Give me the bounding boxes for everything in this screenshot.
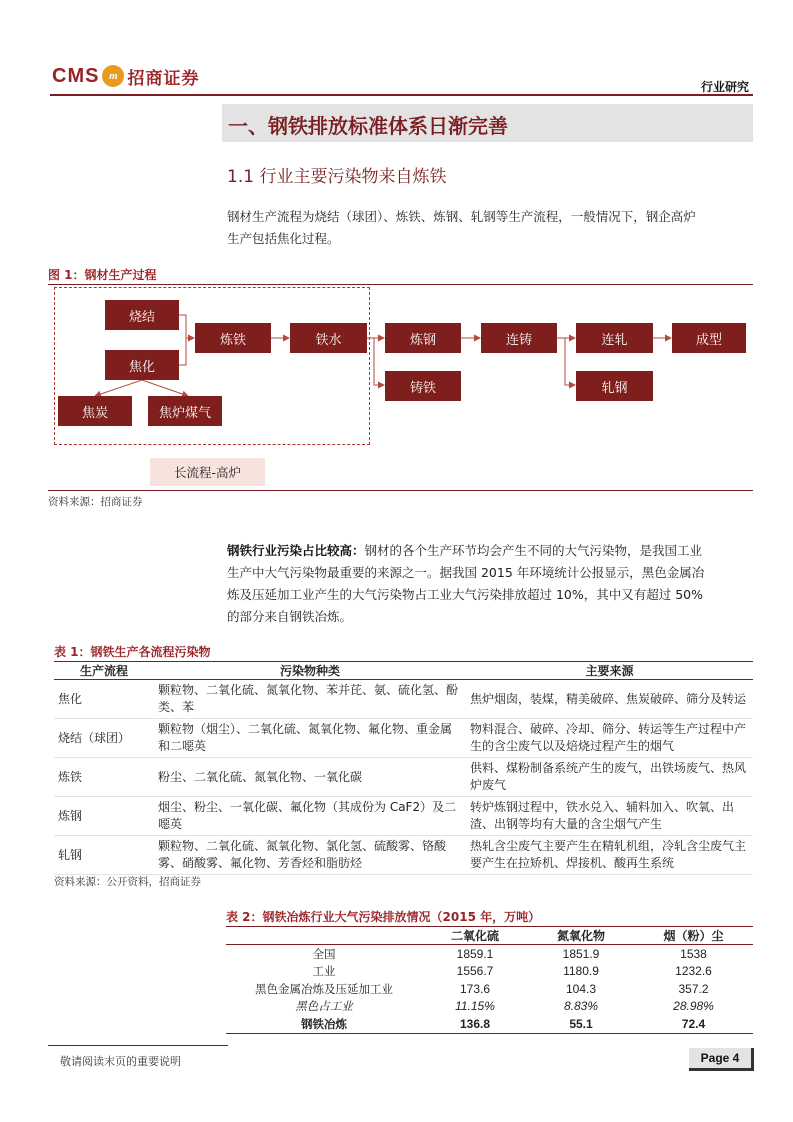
sources-cell: 焦炉烟囱，装煤，精美破碎、焦炭破碎、筛分及转运 <box>466 680 753 719</box>
pollutants-table <box>54 661 753 875</box>
so2-cell: 1859.1 <box>456 946 494 961</box>
logo-text: CMS <box>52 64 100 87</box>
table-row <box>54 797 753 836</box>
table-row <box>54 758 753 797</box>
table-row <box>226 945 753 963</box>
footer-note: 敬请阅读末页的重要说明 <box>60 1055 181 1068</box>
process-cell: 炼铁 <box>54 758 154 797</box>
arrow-coking-gas <box>142 380 188 396</box>
figure-title: 图 1：钢材生产过程 <box>48 268 157 282</box>
figure-bottom-rule <box>48 490 753 491</box>
pollutants-cell: 颗粒物、二氧化硫、氮氧化物、苯并芘、氨、硫化氢、酚类、苯 <box>154 680 466 719</box>
node-continuous-casting: 连铸 <box>481 323 557 353</box>
row-label: 黑色占工业 <box>295 999 353 1014</box>
table2-header-row <box>226 927 753 945</box>
table1-header-process: 生产流程 <box>54 662 154 680</box>
node-continuous-rolling: 连轧 <box>576 323 653 353</box>
emissions-table <box>226 926 753 1034</box>
nox-cell: 1180.9 <box>563 964 599 979</box>
row-label: 黑色金属冶炼及压延加工业 <box>255 981 393 996</box>
table1-header-row <box>54 662 753 680</box>
node-molten-iron: 铁水 <box>290 323 367 353</box>
table1-header-pollutants: 污染物种类 <box>154 662 466 680</box>
nox-cell: 8.83% <box>563 999 599 1014</box>
node-coke-gas: 焦炉煤气 <box>148 396 222 426</box>
arrow-cc-rolled <box>565 338 575 385</box>
node-steelmaking: 炼钢 <box>385 323 461 353</box>
subsection-title: 1.1 行业主要污染物来自炼铁 <box>227 167 447 187</box>
so2-cell: 136.8 <box>422 1015 528 1033</box>
node-ironmaking: 炼铁 <box>195 323 271 353</box>
table-row <box>54 719 753 758</box>
table-row <box>226 980 753 998</box>
table-row <box>226 1015 753 1033</box>
logo-cn-text: 招商证券 <box>127 68 200 89</box>
node-forming: 成型 <box>672 323 746 353</box>
pollution-line-4: 的部分来自钢铁冶炼。 <box>227 609 353 624</box>
table-row <box>54 680 753 719</box>
arrow-coking-coke <box>95 380 142 396</box>
dust-cell: 28.98% <box>673 999 714 1014</box>
process-cell: 烧结（球团） <box>54 719 154 758</box>
pollutants-cell: 颗粒物、二氧化硫、氮氧化物、氯化氢、硫酸雾、铬酸雾、硝酸雾、氟化物、芳香烃和脂肪烃 <box>154 836 466 875</box>
node-coke: 焦炭 <box>58 396 132 426</box>
table-row <box>54 836 753 875</box>
table1-title: 表 1：钢铁生产各流程污染物 <box>54 645 211 659</box>
row-label: 工业 <box>312 964 336 979</box>
table2-header-so2: 二氧化硫 <box>422 927 528 945</box>
pollution-paragraph <box>227 540 753 628</box>
process-cell: 焦化 <box>54 680 154 719</box>
pollution-line-1: 钢铁行业污染占比较高：钢材的各个生产环节均会产生不同的大气污染物，是我国工业 <box>227 543 703 558</box>
sources-cell: 供料、煤粉制备系统产生的废气，出铁场废气、热风炉废气 <box>466 758 753 797</box>
logo-mark-icon: m <box>102 65 124 87</box>
node-rolled-steel: 轧钢 <box>576 371 653 401</box>
page-number: Page 4 <box>689 1048 754 1071</box>
figure-source: 资料来源：招商证券 <box>48 496 143 508</box>
table1-header-sources: 主要来源 <box>466 662 753 680</box>
arrow-coking-iron <box>179 338 186 365</box>
process-cell: 轧钢 <box>54 836 154 875</box>
nox-cell: 1851.9 <box>562 946 600 961</box>
table2-header-nox: 氮氧化物 <box>528 927 634 945</box>
so2-cell: 1556.7 <box>456 964 494 979</box>
footer-divider <box>48 1045 228 1046</box>
section-title: 一、钢铁排放标准体系日渐完善 <box>228 114 508 138</box>
table2-header-blank <box>226 927 422 945</box>
pollutants-cell: 粉尘、二氧化硫、氮氧化物、一氧化碳 <box>154 758 466 797</box>
table2-header-dust: 烟（粉）尘 <box>634 927 753 945</box>
arrow-sinter-iron <box>179 315 194 338</box>
dust-cell: 357.2 <box>678 981 709 996</box>
table-row <box>226 998 753 1016</box>
row-label: 全国 <box>312 946 336 961</box>
table1-source: 资料来源：公开资料，招商证券 <box>54 876 201 888</box>
nox-cell: 104.3 <box>565 981 597 996</box>
dust-cell: 1232.6 <box>675 964 712 979</box>
nox-cell: 55.1 <box>528 1015 634 1033</box>
table2-title: 表 2：钢铁冶炼行业大气污染排放情况（2015 年，万吨） <box>226 910 541 924</box>
report-type-label: 行业研究 <box>700 80 749 94</box>
table-row <box>226 963 753 981</box>
dust-cell: 72.4 <box>634 1015 753 1033</box>
long-process-label: 长流程-高炉 <box>150 458 265 486</box>
sources-cell: 热轧含尘废气主要产生在精轧机组，冷轧含尘废气主要产生在拉矫机、焊接机、酸再生系统 <box>466 836 753 875</box>
pollution-line-2: 生产中大气污染物最重要的来源之一。据我国 2015 年环境统计公报显示，黑色金属冶 <box>227 565 705 580</box>
node-coking: 焦化 <box>105 350 179 380</box>
sources-cell: 物料混合、破碎、冷却、筛分、转运等生产过程中产生的含尘废气以及焙烧过程产生的烟气 <box>466 719 753 758</box>
pollution-line-3: 炼及压延加工业产生的大气污染物占工业大气污染排放超过 10%，其中又有超过 50% <box>227 587 704 602</box>
pollutants-cell: 烟尘、粉尘、一氧化碳、氟化物（其成份为 CaF2）及二噁英 <box>154 797 466 836</box>
intro-line-2: 生产包括焦化过程。 <box>227 231 340 246</box>
so2-cell: 173.6 <box>459 981 491 996</box>
pollution-lead: 钢铁行业污染占比较高： <box>227 543 365 558</box>
row-label: 钢铁冶炼 <box>226 1015 422 1033</box>
sources-cell: 转炉炼钢过程中，铁水兑入、辅料加入、吹氧、出渣、出钢等均有大量的含尘烟气产生 <box>466 797 753 836</box>
arrow-molten-cast <box>374 338 384 385</box>
process-cell: 炼钢 <box>54 797 154 836</box>
pollutants-cell: 颗粒物（烟尘）、二氧化硫、氮氧化物、氟化物、重金属和二噁英 <box>154 719 466 758</box>
intro-line-1: 钢材生产流程为烧结（球团）、炼铁、炼钢、轧钢等生产流程，一般情况下，钢企高炉 <box>227 209 696 224</box>
node-cast-iron: 铸铁 <box>385 371 461 401</box>
dust-cell: 1538 <box>680 946 707 961</box>
so2-cell: 11.15% <box>455 999 495 1014</box>
node-sintering: 烧结 <box>105 300 179 330</box>
